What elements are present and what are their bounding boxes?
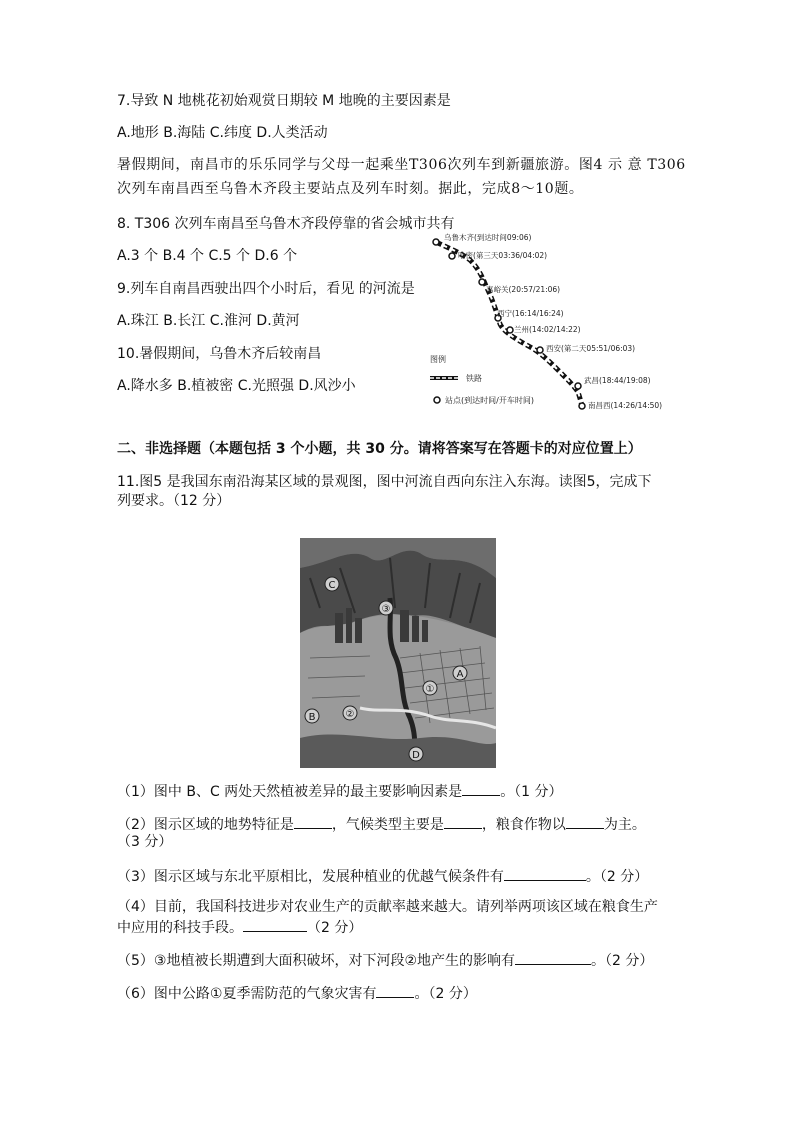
q11-sub-4-line-1: （4）目前，我国科技进步对农业生产的贡献率越来越大。请列举两项该区域在粮食生产 (117, 899, 658, 915)
q7-options: A.地形 B.海陆 C.纬度 D.人类活动 (117, 125, 328, 141)
legend-station-label: 站点(到达时间/开车时间) (445, 396, 534, 405)
station-label: 哈密(第三天03:36/04:02) (458, 251, 548, 260)
station-urumqi (433, 239, 439, 245)
legend-title: 图例 (430, 355, 446, 364)
q11-sub-6: （6）图中公路①夏季需防范的气象灾害有 。（2 分） (117, 983, 477, 1003)
section-2-heading: 二、非选择题（本题包括 3 个小题，共 30 分。请将答案写在答题卡的对应位置上） (117, 441, 642, 457)
label-3: ③ (381, 604, 391, 615)
q11-sub-2-line-2: （3 分） (117, 834, 173, 850)
station-xian (537, 347, 543, 353)
q11-sub-4-line-2: 中应用的科技手段。 （2 分） (117, 917, 362, 937)
label-A: A (456, 669, 464, 680)
legend-rail-label: 铁路 (466, 374, 482, 383)
station-label: 西安(第二天05:51/06:03) (546, 344, 636, 353)
station-nanchang-west (579, 403, 585, 409)
railway-route-map (420, 230, 680, 415)
answer-blank (444, 814, 482, 829)
answer-blank (504, 866, 586, 881)
station-label: 兰州(14:02/14:22) (514, 325, 581, 334)
q11-stem-line-1: 11.图5 是我国东南沿海某区域的景观图，图中河流自西向东注入东海。读图5，完成下 (117, 474, 652, 490)
station-label: 西宁(16:14/16:24) (497, 309, 564, 318)
q11-sub-3: （3）图示区域与东北平原相比，发展种植业的优越气候条件有 。（2 分） (117, 866, 648, 886)
station-wuchang (575, 383, 581, 389)
station-lanzhou (507, 327, 513, 333)
answer-blank (566, 814, 604, 829)
label-B: B (308, 712, 316, 723)
label-1: ① (425, 684, 435, 695)
answer-blank (462, 781, 500, 796)
passage-line-1: 暑假期间，南昌市的乐乐同学与父母一起乘坐T306次列车到新疆旅游。图4 示 意 T306 (117, 157, 686, 173)
q11-sub-1: （1）图中 B、C 两处天然植被差异的最主要影响因素是 。（1 分） (117, 781, 563, 801)
landscape-illustration (300, 538, 496, 768)
q11-stem-line-2: 列要求。（12 分） (117, 493, 231, 509)
answer-blank (294, 814, 332, 829)
q8-options: A.3 个 B.4 个 C.5 个 D.6 个 (117, 248, 298, 264)
station-hami (449, 253, 455, 259)
label-D: D (412, 750, 420, 761)
station-label: 南昌西(14:26/14:50) (588, 401, 663, 410)
q7-stem: 7.导致 N 地桃花初始观赏日期较 M 地晚的主要因素是 (117, 93, 451, 109)
label-2: ② (345, 709, 355, 720)
q8-stem: 8. T306 次列车南昌至乌鲁木齐段停靠的省会城市共有 (117, 216, 455, 232)
station-jiayuguan (479, 279, 485, 285)
label-C: C (328, 580, 336, 591)
answer-blank (515, 950, 591, 965)
q10-options: A.降水多 B.植被密 C.光照强 D.风沙小 (117, 378, 356, 394)
railway-line (436, 242, 582, 406)
answer-blank (243, 917, 307, 932)
station-label: 嘉峪关(20:57/21:06) (486, 285, 561, 294)
passage-line-2: 次列车南昌西至乌鲁木齐段主要站点及列车时刻。据此，完成8～10题。 (117, 181, 584, 197)
legend-station-symbol (434, 397, 440, 403)
q9-options: A.珠江 B.长江 C.淮河 D.黄河 (117, 313, 300, 329)
answer-blank (376, 983, 414, 998)
station-label: 乌鲁木齐(到达时间09:06) (444, 233, 532, 242)
q10-stem: 10.暑假期间，乌鲁木齐后较南昌 (117, 346, 322, 362)
q9-stem: 9.列车自南昌西驶出四个小时后，看见 的河流是 (117, 281, 415, 297)
q11-sub-5: （5）③地植被长期遭到大面积破坏，对下河段②地产生的影响有 。（2 分） (117, 950, 653, 970)
station-label: 武昌(18:44/19:08) (584, 376, 651, 385)
q11-sub-2: （2）图示区域的地势特征是 ，气候类型主要是 ，粮食作物以 为主。 (117, 814, 646, 834)
